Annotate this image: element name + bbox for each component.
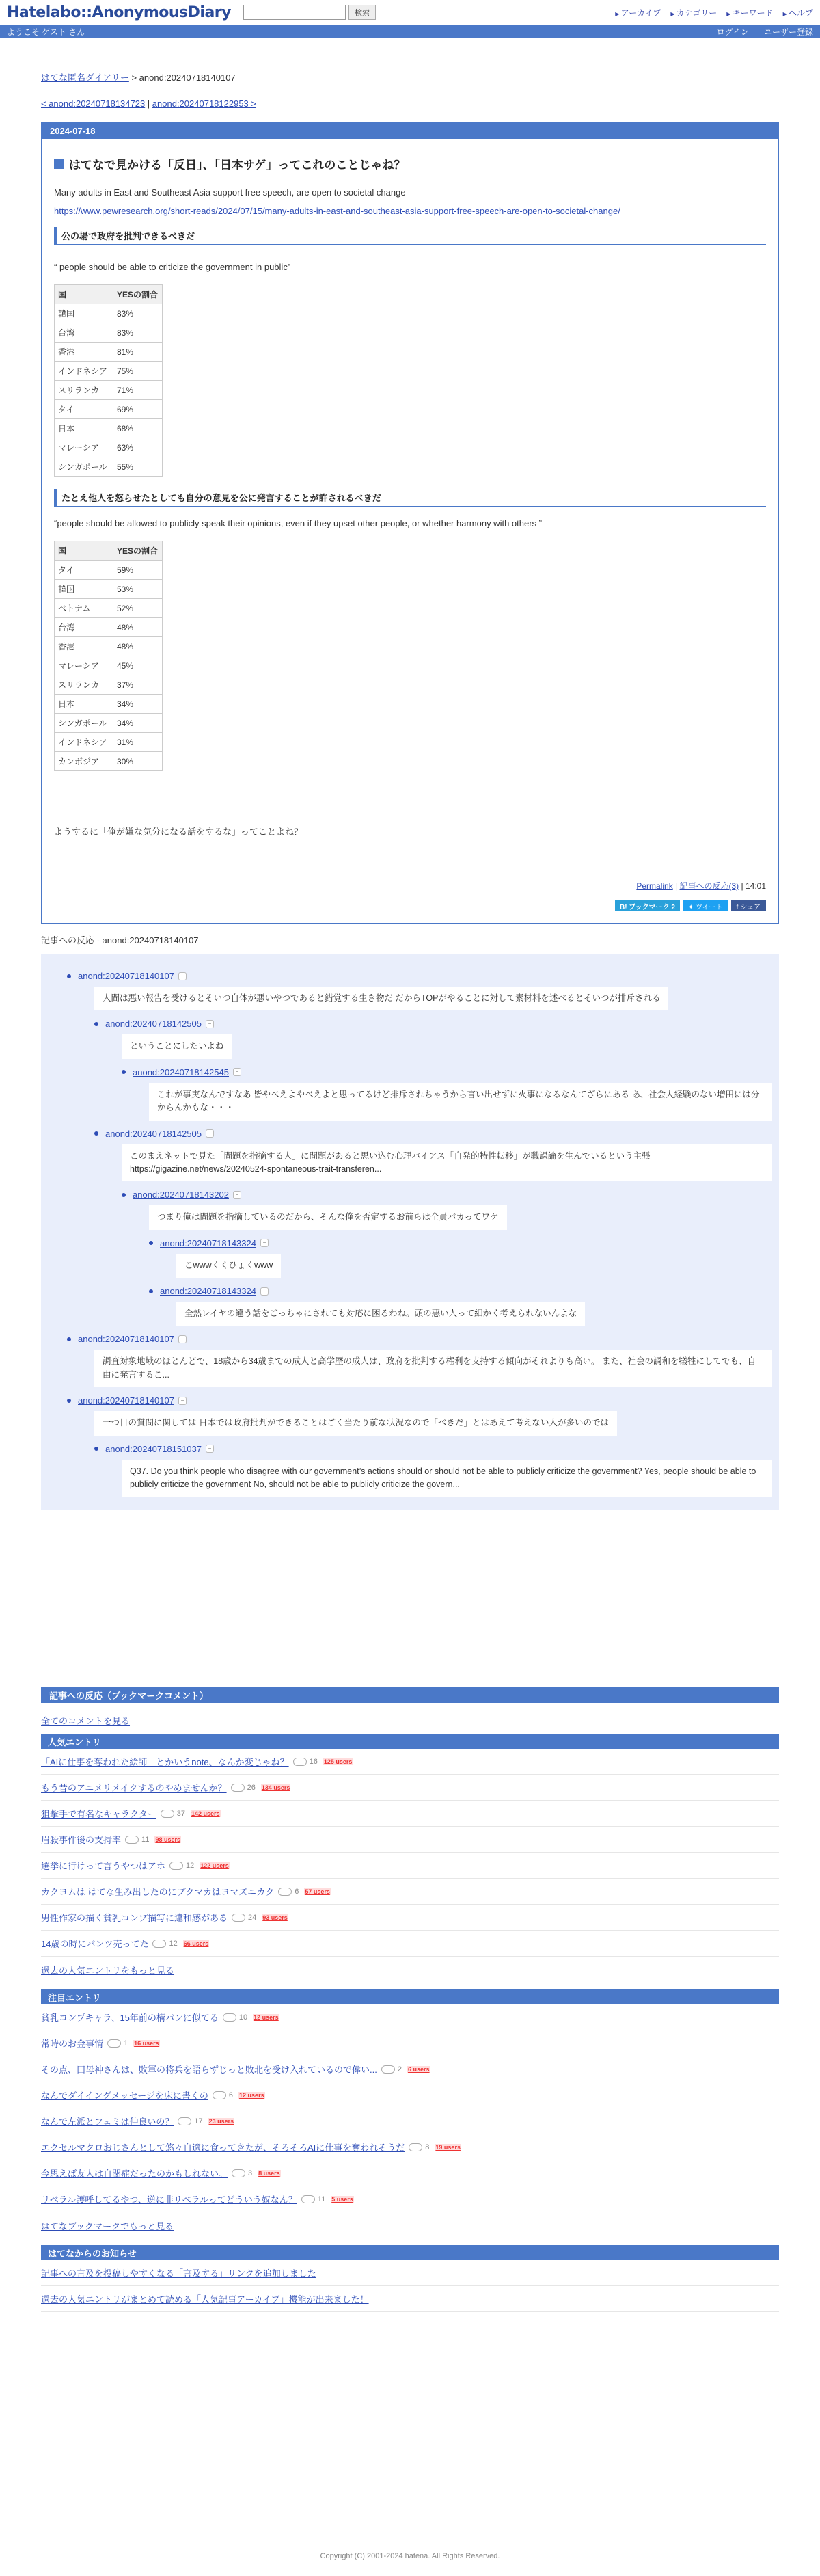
bookmark-users-badge[interactable]: 122 users [200,1862,229,1869]
entry-row [41,2082,779,2108]
comment-bubble-icon [125,1836,139,1844]
reaction-item [48,1395,772,1435]
reaction-link[interactable]: anond:20240718142505 [105,1128,202,1139]
entry-link[interactable]: 常時のお金事情 [41,2039,104,2050]
table-cell: 香港 [55,637,113,656]
table-row [55,343,163,362]
table-row [55,304,163,323]
reactions-link[interactable]: 記事への反応(3) [679,881,739,891]
comment-count-value: 1 [124,2039,128,2048]
table-row [55,733,163,752]
site-logo[interactable]: Hatelabo::AnonymousDiary [7,3,231,21]
table-row [55,400,163,419]
table-cell: 香港 [55,343,113,362]
facebook-share-button[interactable] [731,900,766,911]
table-cell: タイ [55,400,113,419]
reaction-link[interactable]: anond:20240718151037 [105,1443,202,1454]
collapse-icon[interactable]: − [233,1068,241,1076]
data-table-1 [54,284,163,477]
comment-bubble-icon [293,1758,307,1766]
category-link[interactable]: ▶ カテゴリー [670,7,717,18]
data-table-2 [54,541,163,771]
comment-count-value: 8 [425,2143,430,2151]
reaction-text: ということにしたいよね [122,1034,232,1058]
table-cell: 55% [113,457,163,477]
table-row [55,599,163,618]
reaction-item [48,1334,772,1387]
comment-count [125,1836,149,1844]
reaction-item [48,1067,772,1121]
permalink-link[interactable]: Permalink [636,881,673,891]
comment-count-value: 11 [141,1835,150,1844]
table-cell: 45% [113,656,163,675]
bookmark-users-badge[interactable]: 16 users [134,2039,159,2047]
table-header: 国 [55,285,113,304]
reaction-item [48,1190,772,1229]
reaction-item [48,1129,772,1182]
comment-count-value: 2 [397,2065,402,2074]
popular-entries-list [41,1749,779,1957]
search-input[interactable] [243,5,346,20]
table-cell: シンガポール [55,714,113,733]
entry-row [41,1801,779,1827]
table-row [55,438,163,457]
reaction-link[interactable]: anond:20240718143324 [160,1237,256,1248]
popular-entries-heading: 人気エントリ [41,1734,779,1749]
bookmark-users-badge[interactable]: 134 users [261,1784,290,1791]
comment-count [293,1758,318,1766]
quote-2: “people should be allowed to publicly speak their opinions, even if they upset other people, or whether harmony with others ” [54,518,542,528]
entry-row [41,1749,779,1775]
table-row [55,695,163,714]
table-cell: 34% [113,714,163,733]
entry-row [41,1905,779,1931]
table-cell: 台湾 [55,618,113,637]
comment-bubble-icon [223,2013,236,2022]
prev-next-nav [41,98,779,109]
diary-entry [41,122,779,924]
reaction-link[interactable]: anond:20240718143324 [160,1286,256,1296]
breadcrumb-current: anond:20240718140107 [139,72,236,83]
reaction-item [48,971,772,1010]
entry-link[interactable]: 貧乳コンプキャラ、15年前の構パンに似てる [41,2013,219,2024]
collapse-icon[interactable]: − [260,1239,269,1247]
comment-count-value: 3 [248,2169,253,2177]
table-row [55,637,163,656]
reaction-text: こwwwくくひょくwww [176,1254,281,1278]
entry-time: 14:01 [745,881,766,891]
keyword-link[interactable]: ▶ キーワード [726,7,773,18]
comment-bubble-icon [232,1914,245,1922]
bookmark-users-badge[interactable]: 66 users [183,1940,209,1947]
archive-link[interactable]: ▶ アーカイブ [615,7,661,18]
intro-text: Many adults in East and Southeast Asia support free speech, are open to societal change [54,187,406,198]
comment-count [231,1784,256,1792]
hatena-info-heading: はてなからのお知らせ [41,2245,779,2260]
prev-entry-link[interactable]: < anond:20240718134723 [41,98,146,109]
bookmark-users-badge[interactable]: 12 users [254,2013,279,2021]
table-cell: シンガポール [55,457,113,477]
next-entry-link[interactable]: anond:20240718122953 > [152,98,256,109]
comment-bubble-icon [107,2039,121,2048]
search-button[interactable]: 検索 [348,5,376,20]
main-content [41,70,779,2312]
nav-separator: | [145,98,152,109]
entry-title-text[interactable]: はてなで見かける「反日」、「日本サゲ」ってこれのことじゃね？ [69,159,406,172]
popular-more-link[interactable]: 過去の人気エントリをもっと見る [41,1965,175,1976]
reaction-link[interactable]: anond:20240718140107 [78,1395,174,1406]
comment-count [232,2169,252,2177]
comment-count [178,2117,202,2125]
comment-bubble-icon [213,2091,226,2099]
entry-row [41,1931,779,1957]
comment-count [152,1940,177,1948]
entry-link[interactable]: 14歳の時にパンツ売ってた [41,1939,149,1950]
top-bar [0,0,820,25]
collapse-icon[interactable]: − [206,1129,214,1138]
bookmark-comments-heading: 記事への反応（ブックマークコメント） [41,1687,779,1703]
table-cell: 83% [113,323,163,343]
table-row [55,323,163,343]
comment-bubble-icon [409,2143,422,2151]
comment-count-value: 24 [248,1913,257,1922]
table-cell: ベトナム [55,599,113,618]
entry-row [41,1775,779,1801]
entry-link[interactable]: なんで左派とフェミは仲良いの？ [41,2117,174,2128]
comment-count [409,2143,429,2151]
table-cell: 韓国 [55,304,113,323]
collapse-icon[interactable]: − [206,1020,214,1028]
reaction-item [48,1444,772,1497]
entry-link[interactable]: 男性作家の描く貧乳コンプ描写に違和感がある [41,1913,228,1924]
table-row [55,656,163,675]
bookmark-users-badge[interactable]: 19 users [435,2143,461,2151]
reaction-text: これが事実なんですなあ 皆やべえよやべえよと思ってるけど排斥されちゃうから言い出せずに火事になるなんてざらにある あ、社会人経験のない増田には分からんかもな・・・ [149,1083,772,1121]
register-link[interactable]: ユーザー登録 [763,27,813,37]
collapse-icon[interactable]: − [178,1397,187,1405]
table-cell: カンボジア [55,752,113,771]
table-row [55,580,163,599]
collapse-icon[interactable]: − [206,1445,214,1453]
comment-count [301,2195,325,2203]
collapse-icon[interactable]: − [178,972,187,980]
reaction-text: 全然レイヤの違う話をごっちゃにされても対応に困るわね。頭の悪い人って細かく考えられないんよな [176,1302,585,1326]
entry-row [41,2004,779,2030]
section-heading-1: 公の場で政府を批判できるべきだ [54,227,766,245]
reaction-text: つまり俺は問題を指摘しているのだから、そんな俺を否定するお前らは全員バカってワケ [149,1205,507,1229]
bookmark-users-badge[interactable]: 8 users [258,2169,280,2177]
comment-count-value: 6 [295,1887,299,1896]
table-cell: 日本 [55,695,113,714]
welcome-bar [0,25,820,38]
comment-bubble-icon [301,2195,315,2203]
table-cell: 69% [113,400,163,419]
bookmark-users-badge[interactable]: 142 users [191,1810,220,1817]
bookmark-users-badge[interactable]: 57 users [305,1888,330,1895]
entry-link[interactable]: 狙撃手で有名なキャラクター [41,1809,156,1820]
table-header: 国 [55,541,113,561]
reaction-text: Q37. Do you think people who disagree with our government’s actions should or should not be able to publicly criticize the government? Yes, people should be able to publicly criticize the government No, should not be able to publicly criticize the govern... [122,1460,772,1497]
breadcrumb-separator: > [128,72,139,83]
table-cell: インドネシア [55,733,113,752]
notice-entries-list [41,2004,779,2212]
title-square-icon [54,159,64,169]
comment-count [169,1862,194,1870]
reactions-heading: 記事への反応 - anond:20240718140107 [41,935,199,945]
entry-link[interactable]: もう昔のアニメリメイクするのやめませんか？ [41,1783,227,1794]
comment-bubble-icon [278,1888,292,1896]
table-row [55,752,163,771]
entry-row [41,2160,779,2186]
tweet-label: ツイート [696,904,723,911]
entry-row [41,2030,779,2056]
tweet-button[interactable] [683,900,728,911]
comment-count-value: 11 [317,2195,326,2203]
comment-count [223,2013,247,2022]
table-cell: 59% [113,561,163,580]
table-row [55,381,163,400]
entry-row [41,1853,779,1879]
entry-link[interactable]: 眉殺事件後の支持率 [41,1835,122,1846]
reaction-link[interactable]: anond:20240718140107 [78,1334,174,1345]
bookmark-users-badge[interactable]: 98 users [155,1836,180,1843]
comment-count-value: 26 [247,1783,256,1792]
comment-count-value: 16 [309,1757,318,1766]
table-cell: 台湾 [55,323,113,343]
table-header: YESの割合 [113,285,163,304]
entry-link[interactable]: エクセルマクロおじさんとして悠々自適に食ってきたが、そろそろAIに仕事を奪われそうだ [41,2143,405,2154]
bookmark-users-badge[interactable]: 93 users [262,1914,288,1921]
entry-row [41,2108,779,2134]
table-row [55,675,163,695]
table-cell: インドネシア [55,362,113,381]
comment-bubble-icon [381,2065,395,2074]
reaction-item [48,1286,772,1326]
table-cell: 37% [113,675,163,695]
comment-count-value: 10 [238,2013,248,2022]
reaction-link[interactable]: anond:20240718142505 [105,1019,202,1030]
comment-count [161,1810,185,1818]
breadcrumb-home[interactable]: はてな匿名ダイアリー [41,72,129,83]
entry-link[interactable]: なんでダイイングメッセージを床に書くの [41,2091,208,2102]
bookmark-users-badge[interactable]: 6 users [407,2065,430,2073]
entry-link[interactable]: カクヨムは はてな生み出したのにブクマカはヨマズニカク [41,1887,275,1898]
table-row [55,419,163,438]
comment-bubble-icon [231,1784,245,1792]
table-row [55,714,163,733]
section-heading-2: たとえ他人を怒らせたとしても自分の意見を公に発言することが許されるべきだ [54,489,766,507]
notice-more-link[interactable]: はてなブックマークでもっと見る [41,2221,174,2231]
comment-bubble-icon [152,1940,166,1948]
footer-copyright: Copyright (C) 2001-2024 hatena. All Rights Reserved. [320,2552,500,2560]
reaction-text: 調査対象地域のほとんどで、18歳から34歳までの成人と高学歴の成人は、政府を批判する権利を支持する傾向がそれよりも高い。 また、社会の調和を犠牲にしてでも、自由に発言するこ... [94,1350,772,1387]
table-row [55,457,163,477]
entry-date: 2024-07-18 [42,122,778,139]
entry-link[interactable]: 今思えば友人は自閉症だったのかもしれない。 [41,2169,228,2179]
collapse-icon[interactable]: − [178,1335,187,1343]
share-label: シェア [740,904,761,911]
entry-footer: Permalink | 記事への反応(3) | 14:01 [636,881,766,891]
hatena-bookmark-button[interactable]: B! ブックマーク 2 [615,900,680,911]
bookmark-users-badge[interactable]: 5 users [331,2195,353,2203]
entry-link[interactable]: 「AIに仕事を奪われた絵師」とかいうnote、なんか変じゃね？ [41,1757,289,1768]
table-cell: 83% [113,304,163,323]
twitter-icon: ✦ [687,904,696,911]
comment-bubble-icon [178,2117,191,2125]
comment-count-value: 12 [186,1861,195,1870]
entry-link[interactable]: リベラル護呼してるやつ、逆に非リベラルってどういう奴なん？ [41,2195,297,2205]
table-cell: 52% [113,599,163,618]
table-row [55,618,163,637]
entry-row [41,1827,779,1853]
reaction-tree [41,954,779,1510]
entry-row [41,2056,779,2082]
reaction-text: 人間は悪い報告を受けるとそいつ自体が悪いやつであると錯覚する生き物だ だからTOPがやることに対して素材料を述べるとそいつが排斥される [94,987,668,1010]
bookmark-users-badge[interactable]: 23 users [208,2117,234,2125]
table-cell: 韓国 [55,580,113,599]
table-cell: 63% [113,438,163,457]
entry-row [41,2186,779,2212]
comment-count [381,2065,402,2074]
table-cell: タイ [55,561,113,580]
table-cell: 30% [113,752,163,771]
collapse-icon[interactable]: − [260,1287,269,1296]
table-cell: 75% [113,362,163,381]
table-cell: マレーシア [55,438,113,457]
entry-title [54,155,766,172]
table-row [55,561,163,580]
quote-1: “ people should be able to criticize the government in public” [54,262,291,272]
comment-count-value: 6 [228,2091,234,2099]
collapse-icon[interactable]: − [233,1191,241,1199]
top-links [615,7,813,18]
reaction-link[interactable]: anond:20240718143202 [133,1190,229,1200]
table-cell: 53% [113,580,163,599]
comment-count [232,1914,256,1922]
reaction-text: このまえネットで見た「問題を指摘する人」に問題があると思い込む心理バイアス「自発的特性転移」が職課論を生んでいるという主張 https://gigazine.net/news/20240524-spontaneous-trait-transferen... [122,1144,772,1182]
help-link[interactable]: ▶ ヘルプ [783,7,813,18]
table-cell: 48% [113,637,163,656]
table-cell: 71% [113,381,163,400]
table-cell: 68% [113,419,163,438]
bookmark-users-badge[interactable]: 125 users [323,1758,353,1765]
reaction-link[interactable]: anond:20240718140107 [78,971,174,981]
comment-bubble-icon [169,1862,183,1870]
entry-link[interactable]: その点、田母神さんは、敗軍の将兵を語らずじっと敗北を受け入れているので偉い... [41,2065,377,2076]
comment-count [107,2039,128,2048]
info-link[interactable]: 記事への言及を投稿しやすくなる「言及する」リンクを追加しました [41,2268,316,2279]
reaction-item [48,1238,772,1278]
comment-count-value: 12 [169,1939,178,1948]
login-link[interactable]: ログイン [716,27,749,37]
table-cell: 31% [113,733,163,752]
summary-text: ようするに「俺が嫌な気分になる話をするな」ってことよね？ [54,827,303,837]
table-cell: 34% [113,695,163,714]
welcome-text: ようこそ ゲスト さん [7,27,85,37]
reaction-link[interactable]: anond:20240718142545 [133,1066,229,1077]
bookmark-users-badge[interactable]: 12 users [239,2091,264,2099]
comment-count [278,1888,299,1896]
notice-entries-heading: 注目エントリ [41,1989,779,2004]
table-cell: スリランカ [55,675,113,695]
comment-count-value: 37 [176,1809,185,1818]
table-cell: スリランカ [55,381,113,400]
share-buttons [54,900,766,911]
comment-bubble-icon [232,2169,245,2177]
comment-count [213,2091,233,2099]
all-comments-link[interactable]: 全てのコメントを見る [41,1716,131,1727]
reaction-item [48,1019,772,1058]
table-row [55,362,163,381]
table-header: YESの割合 [113,541,163,561]
source-url-link[interactable]: https://www.pewresearch.org/short-reads/2024/07/15/many-adults-in-east-and-southeast-asia-support-free-speech-are-open-to-societal-change/ [54,206,620,216]
info-link[interactable]: 過去の人気エントリがまとめて読める「人気記事アーカイブ」機能が出来ました！ [41,2294,369,2305]
comment-count-value: 17 [194,2117,203,2125]
table-cell: マレーシア [55,656,113,675]
comment-bubble-icon [161,1810,174,1818]
table-cell: 日本 [55,419,113,438]
facebook-icon: f [736,904,741,911]
entry-row [41,2134,779,2160]
table-cell: 48% [113,618,163,637]
breadcrumb [41,70,779,83]
table-cell: 81% [113,343,163,362]
reaction-text: 一つ目の質問に関しては 日本では政府批判ができることはごく当たり前な状況なので「べきだ」とはあえて考えない人が多いのでは [94,1411,617,1435]
entry-link[interactable]: 選挙に行けって言うやつはアホ [41,1861,166,1872]
entry-row [41,1879,779,1905]
